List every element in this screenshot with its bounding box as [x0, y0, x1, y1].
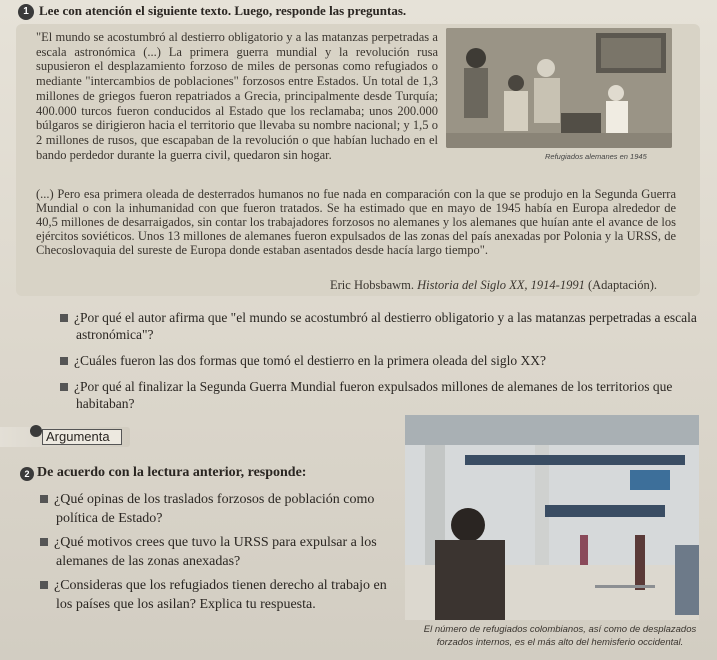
refugees-photo: [446, 28, 672, 148]
activity-instruction: Lee con atención el siguiente texto. Luego, responde las preguntas.: [39, 3, 407, 18]
source-author: Eric Hobsbawm.: [330, 278, 415, 292]
airport-photo: [405, 415, 699, 620]
question-item: [60, 352, 710, 369]
photo-caption: Refugiados alemanes en 1945: [545, 152, 647, 161]
reading-paragraph-2: (...) Pero esa primera oleada de desterrados humanos no fue nada en comparación con la que se produjo en la Segunda Guerra Mundial o con la inhumanidad con que fueron tratados. Se ha estimado que en mayo de 1945 había en Europa alrededor de 40,5 millones de desarraigados, sin contar los trabajadores forzosos no alemanes y los alemanes que huían ante el avance de los ejércitos soviéticos. Unos 13 millones de alemanes fueron expulsados de las zonas del país anexadas por Polonia y la URSS, de Checoslovaquia del sureste de Europa donde estaban asentados desde hacía largo tiempo".: [36, 187, 676, 257]
source-note: (Adaptación).: [587, 278, 658, 292]
bullet-icon: [40, 495, 48, 503]
question-text: ¿Qué opinas de los traslados forzosos de población como política de Estado?: [54, 492, 375, 526]
bullet-icon: [40, 538, 48, 546]
comprehension-questions: [60, 309, 710, 421]
argumenta-label: Argumenta: [42, 429, 122, 445]
reading-source: [330, 278, 657, 293]
reading-paragraph-1: "El mundo se acostumbró al destierro obligatorio y a las matanzas perpetradas a escala astronómica (...) La primera guerra mundial y la revolución rusa supusieron el desplazamiento forzoso de miles de personas como refugiados o mediante "intercambios de poblaciones" forzosos entre Estados. Un total de 1,3 millones de griegos fueron repatriados a Grecia, principalmente desde Turquía; 400.000 turcos fueron conducidos al Estado que los reclamaba; unos 200.000 búlgaros se dirigieron hacia el territorio que llevaba su nombre nacional; y 1,5 o 2 millones de rusos, que escapaban de la revolución o que habían luchado en el bando perdedor durante la guerra civil, quedaron sin hogar.: [36, 30, 438, 162]
question-text: ¿Cuáles fueron las dos formas que tomó el destierro en la primera oleada del siglo XX?: [74, 353, 546, 368]
bullet-icon: [60, 383, 68, 391]
source-title: Historia del Siglo XX, 1914-1991: [417, 278, 585, 292]
question-text: ¿Consideras que los refugiados tienen derecho al trabajo en los países que los asilan? Explica tu respuesta.: [54, 578, 387, 612]
argument-questions: [40, 490, 400, 619]
question-text: ¿Por qué el autor afirma que "el mundo se acostumbró al destierro obligatorio y a las matanzas perpetradas a escala astronómica"?: [74, 310, 697, 342]
bullet-icon: [60, 357, 68, 365]
question-item: [60, 309, 710, 343]
question-text: ¿Por qué al finalizar la Segunda Guerra Mundial fueron expulsados millones de alemanes de los territorios que habitaban?: [74, 379, 673, 411]
question-item: [40, 533, 400, 571]
activity-title: De acuerdo con la lectura anterior, responde:: [37, 465, 307, 480]
bullet-icon: [40, 581, 48, 589]
question-item: [60, 378, 710, 412]
activity-number-badge: 1: [18, 4, 34, 20]
bullet-icon: [60, 314, 68, 322]
circle-icon: [30, 425, 42, 437]
question-item: [40, 576, 400, 614]
photo-caption: El número de refugiados colombianos, así como de desplazados forzados internos, es el más alto del hemisferio occidental.: [423, 624, 697, 648]
question-item: [40, 490, 400, 528]
activity-number-badge: 2: [20, 467, 34, 481]
question-text: ¿Qué motivos crees que tuvo la URSS para expulsar a los alemanes de las zonas anexadas?: [54, 535, 377, 569]
